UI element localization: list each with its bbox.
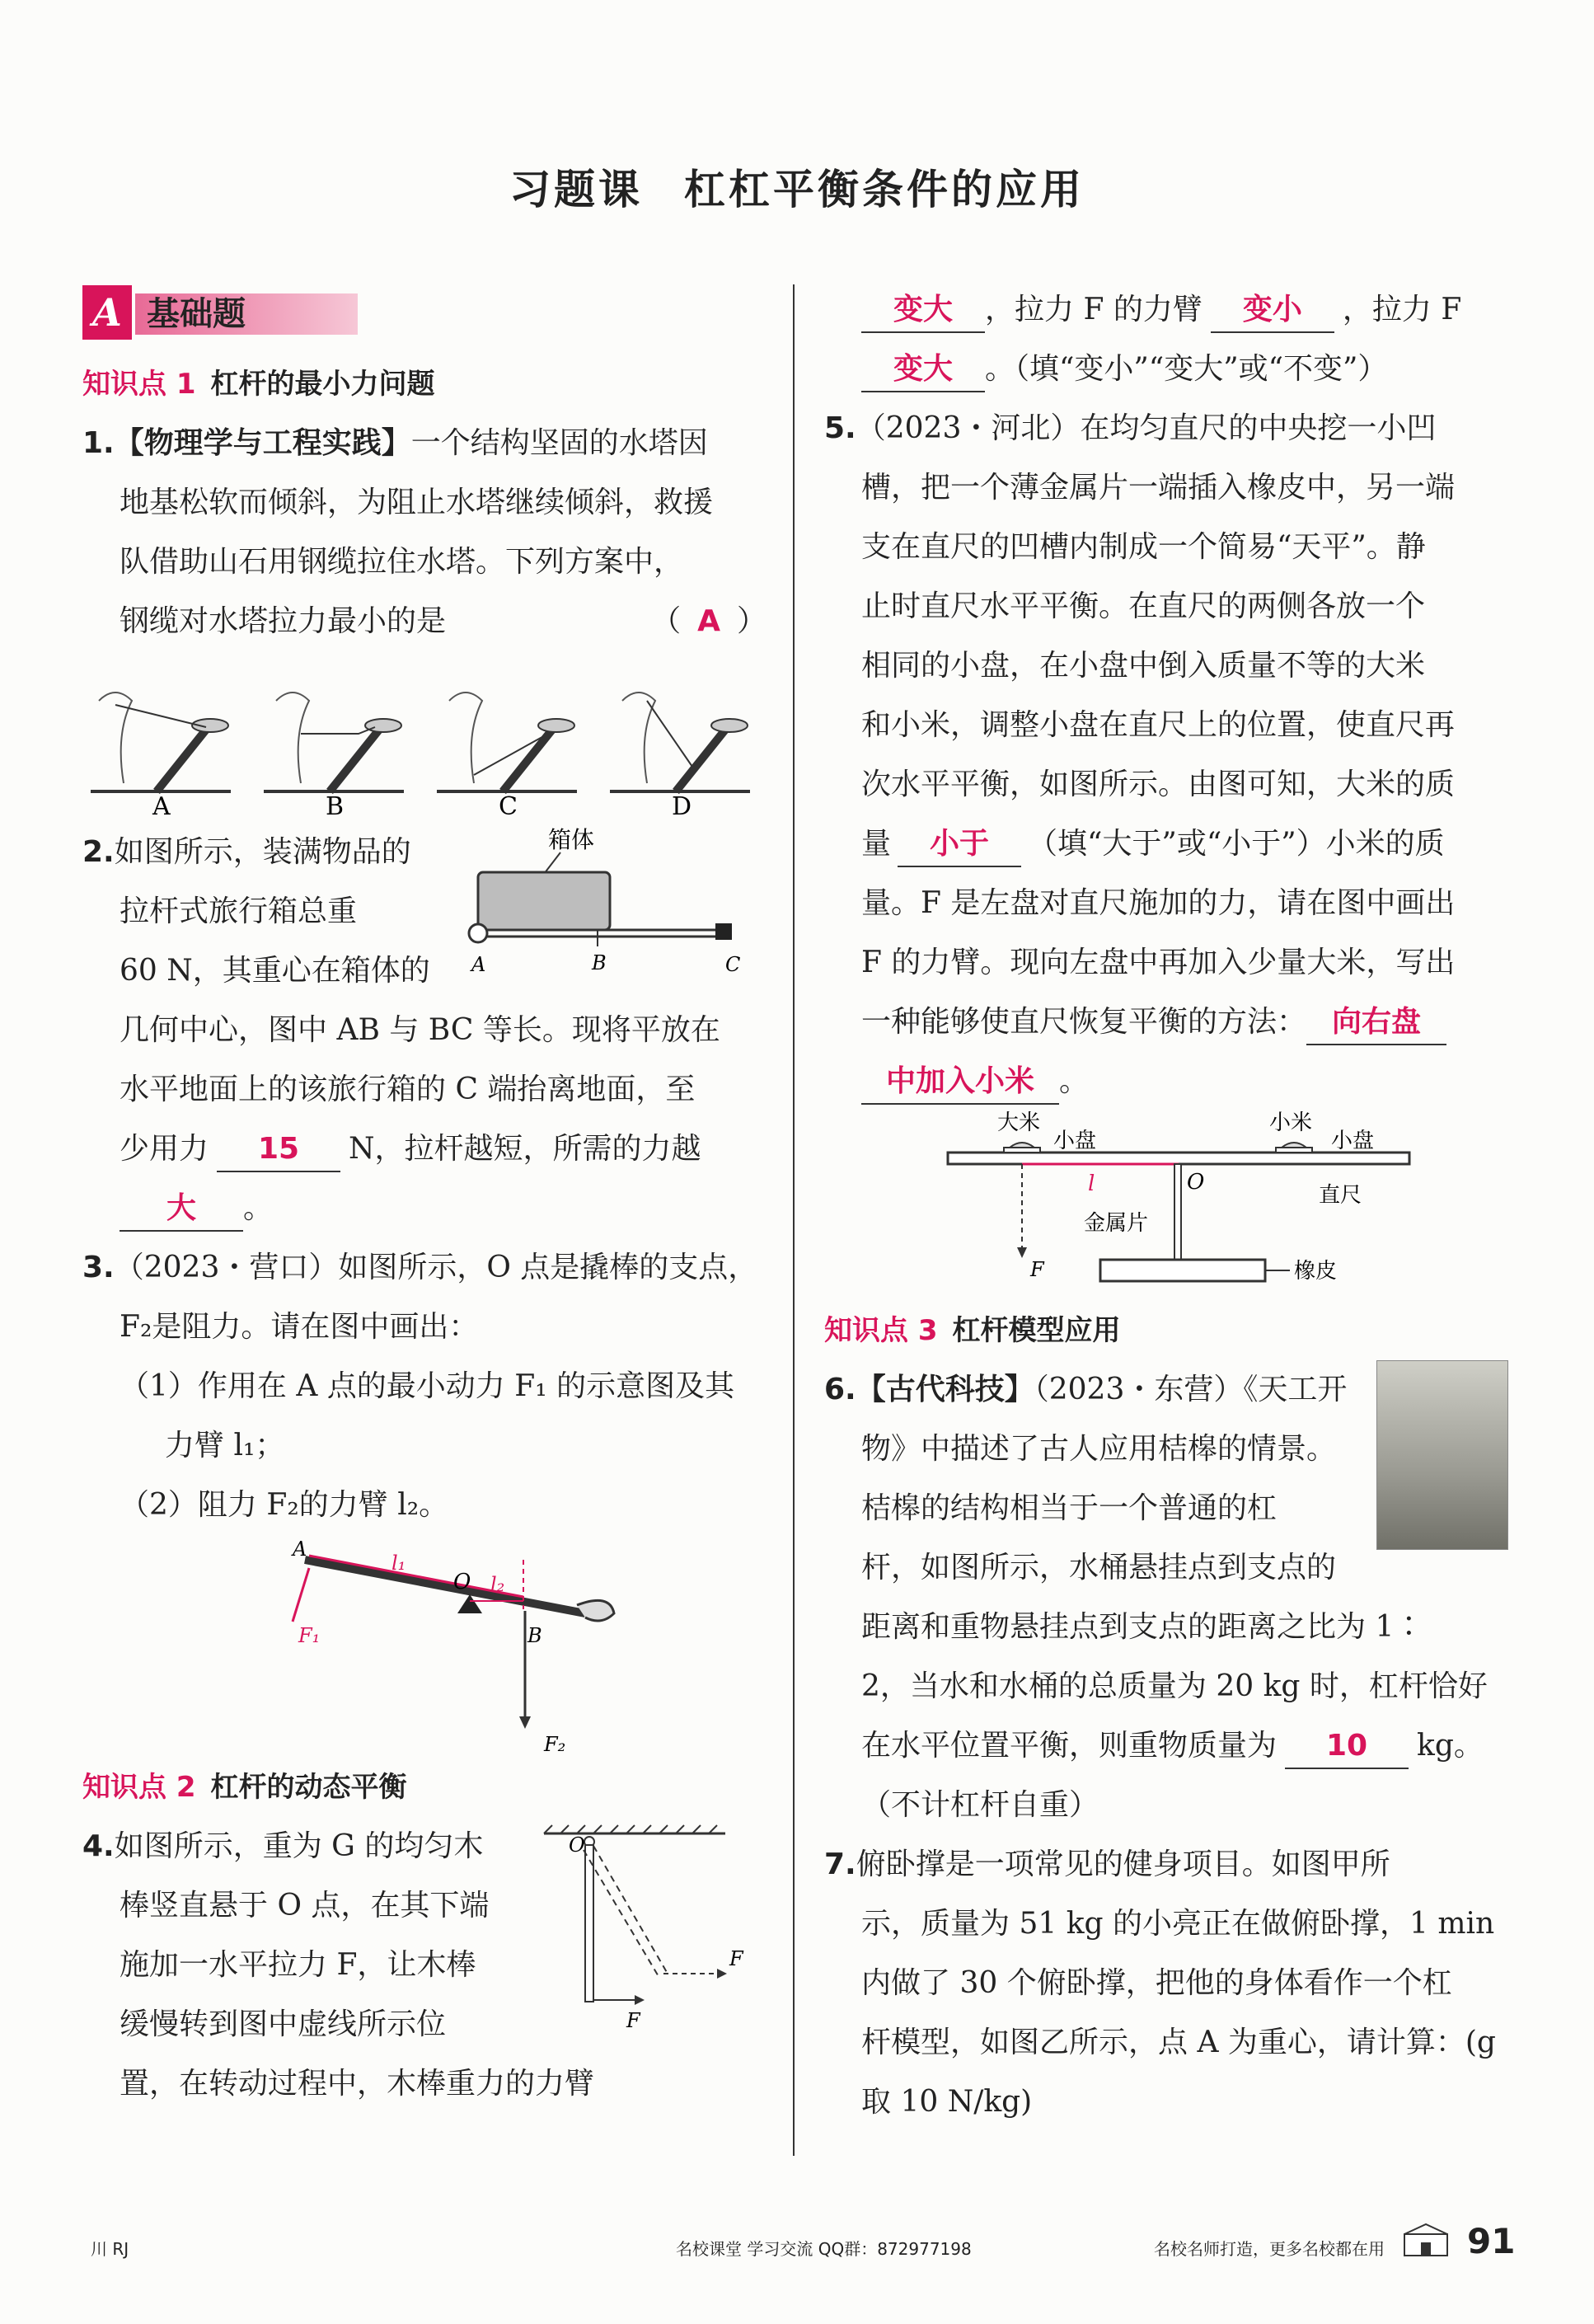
q6-line: 杆，如图所示，水桶悬挂点到支点的 [861, 1551, 1337, 1585]
q6-line: （不计杠杆自重） [861, 1788, 1099, 1822]
eraser [1100, 1260, 1265, 1281]
knowledge-point-2 [82, 1758, 767, 1817]
q5-line: （2023・河北）在均匀直尺的中央挖一小凹 [856, 411, 1437, 445]
handle-grip [715, 923, 732, 940]
column-divider [793, 284, 795, 2156]
q6-line: 桔槔的结构相当于一个普通的杠 [861, 1491, 1278, 1525]
force-f1 [293, 1568, 309, 1622]
q5-line: 。 [1059, 1064, 1090, 1098]
q5-line: 相同的小盘，在小盘中倒入质量不等的大米 [861, 649, 1426, 683]
label-o: O [1187, 1170, 1205, 1195]
wheel [469, 924, 487, 942]
knowledge-point-3 [824, 1301, 1508, 1360]
answer-blank: 变大 [861, 348, 985, 392]
answer-blank: 10 [1285, 1725, 1409, 1769]
handle-bar [478, 930, 725, 937]
q2-suitcase-figure [453, 823, 767, 988]
q6-line: 物》中描述了古人应用桔槔的情景。 [861, 1432, 1337, 1466]
question-number: 1. [82, 426, 115, 460]
q6-line: kg。 [1417, 1729, 1484, 1763]
label-c: C [725, 953, 741, 976]
q5-line: F 的力臂。现向左盘中再加入少量大米，写出 [861, 946, 1456, 979]
ruler [948, 1153, 1409, 1164]
q3-line: 力臂 l₁； [165, 1429, 285, 1462]
q1-line: 队借助山石用钢缆拉住水塔。下列方案中， [120, 545, 684, 579]
q7-line: 杆模型，如图乙所示，点 A 为重心，请计算：(g [861, 2026, 1496, 2059]
q2-line: 几何中心，图中 AB 与 BC 等长。现将平放在 [120, 1013, 720, 1047]
answer-blank: 中加入小米 [861, 1060, 1059, 1105]
crowbar-head [577, 1600, 614, 1621]
option-label-b: B [326, 792, 345, 816]
page-title [0, 157, 1594, 216]
q1-line: 钢缆对水塔拉力最小的是 [120, 604, 447, 638]
title-part2: 杠杠平衡条件的应用 [684, 165, 1085, 214]
metal-sheet [1174, 1164, 1181, 1263]
q3-crowbar-figure [82, 1535, 767, 1758]
paren: ） [736, 604, 767, 638]
q3-line: （2）阻力 F₂的力臂 l₂。 [120, 1488, 449, 1522]
question-number: 3. [82, 1251, 115, 1284]
answer-blank: 向右盘 [1306, 1001, 1446, 1045]
brand-logo-icon [1401, 2223, 1451, 2259]
kp-tag: 知识点 3 [824, 1314, 938, 1347]
q4-line: 棒竖直悬于 O 点，在其下端 [120, 1889, 490, 1923]
q5-line: 一种能够使直尺恢复平衡的方法： [861, 1005, 1307, 1039]
question-tag: 【古代科技】 [856, 1373, 1034, 1406]
question-number: 7. [824, 1847, 856, 1881]
q4-line: 。（填“变小”“变大”或“不变”） [985, 352, 1388, 386]
q4-line: 施加一水平拉力 F，让木棒 [120, 1948, 476, 1982]
q7-line: 示，质量为 51 kg 的小亮正在做俯卧撑，1 min [861, 1907, 1495, 1941]
label-plate-right: 小盘 [1331, 1129, 1375, 1153]
option-figure-c [437, 693, 577, 791]
label-box: 箱体 [548, 826, 595, 853]
q5-line: 止时直尺水平平衡。在直尺的两侧各放一个 [861, 589, 1426, 623]
rod-dashed [584, 1846, 668, 1978]
label-o: O [569, 1833, 585, 1857]
q5-line: 槽，把一个薄金属片一端插入橡皮中，另一端 [861, 471, 1456, 505]
q7-line: 取 10 N/kg) [861, 2085, 1033, 2119]
kp-name: 杠杆模型应用 [952, 1314, 1121, 1347]
banner-label: 基础题 [135, 293, 358, 335]
ancient-illustration [1376, 1360, 1508, 1550]
option-figure-a [91, 693, 231, 791]
q4-line: 缓慢转到图中虚线所示位 [120, 2007, 447, 2041]
q5-line: 量。F 是左盘对直尺施加的力，请在图中画出 [861, 886, 1456, 920]
question-2 [82, 823, 767, 1238]
question-number: 4. [82, 1829, 115, 1863]
answer-blank: 变小 [1211, 289, 1334, 333]
question-7 [824, 1835, 1508, 2132]
paren: （ [651, 604, 682, 638]
label-plate-left: 小盘 [1053, 1129, 1097, 1153]
q4-line: 如图所示，重为 G 的均匀木 [114, 1829, 484, 1863]
label-f1: F₁ [298, 1624, 321, 1647]
q5-line: 次水平平衡，如图所示。由图可知，大米的质 [861, 768, 1456, 801]
kp-name: 杠杆的最小力问题 [210, 368, 435, 401]
label-l2: l₂ [490, 1573, 505, 1596]
question-number: 5. [824, 411, 856, 445]
footer-qq: 名校课堂 学习交流 QQ群：872977198 [676, 2239, 972, 2259]
answer-blank: 15 [217, 1128, 340, 1172]
question-6 [824, 1360, 1508, 1835]
rock [99, 693, 132, 783]
answer-blank: 小于 [898, 823, 1021, 867]
right-column [824, 280, 1508, 2132]
q4-rod-figure [519, 1817, 767, 2040]
question-5 [824, 399, 1508, 1301]
title-part1: 习题课 [509, 165, 643, 214]
answer-blank: 大 [120, 1187, 243, 1232]
q1-options-figure [82, 651, 767, 816]
label-b: B [527, 1624, 542, 1647]
label-a: A [471, 953, 486, 976]
q2-line: 拉杆式旅行箱总重 [120, 894, 358, 928]
question-tag: 【物理学与工程实践】 [114, 426, 411, 460]
q1-line: 一个结构坚固的水塔因 [410, 426, 708, 460]
label-f: F [626, 2009, 640, 2032]
label-a: A [293, 1538, 307, 1561]
answer-choice: A [697, 604, 720, 638]
q2-line: 。 [243, 1191, 274, 1225]
label-l: l [1088, 1171, 1095, 1196]
rod [585, 1845, 593, 2002]
knowledge-point-1 [82, 354, 767, 414]
q7-line: 内做了 30 个俯卧撑，把他的身体看作一个杠 [861, 1966, 1452, 2000]
crowbar [305, 1560, 585, 1613]
q2-line: 少用力 [120, 1132, 209, 1166]
label-metal: 金属片 [1084, 1211, 1149, 1236]
tower [157, 730, 206, 791]
question-1 [82, 414, 767, 816]
label-ruler: 直尺 [1319, 1183, 1362, 1208]
page-footer [0, 2221, 1594, 2275]
option-figure-b [264, 693, 404, 791]
section-banner [82, 280, 363, 346]
q6-line: （2023・东营）《天工开 [1034, 1373, 1348, 1406]
kp-tag: 知识点 2 [82, 1771, 196, 1804]
label-rice: 大米 [997, 1111, 1041, 1135]
q5-balance-figure [824, 1111, 1508, 1301]
page-number: 91 [1467, 2221, 1516, 2261]
q2-line: 60 N，其重心在箱体的 [120, 954, 430, 988]
question-number: 2. [82, 835, 115, 869]
question-4-continued [824, 280, 1508, 399]
kp-tag: 知识点 1 [82, 368, 196, 401]
q4-line: ，拉力 F [1342, 293, 1462, 326]
left-column [82, 280, 767, 2114]
suitcase-body [478, 872, 610, 930]
option-label-c: C [499, 792, 518, 816]
q7-line: 俯卧撑是一项常见的健身项目。如图甲所 [856, 1847, 1390, 1881]
cable [115, 705, 206, 727]
q1-line: 地基松软而倾斜，为阻止水塔继续倾斜，救援 [120, 486, 714, 519]
q3-line: F₂是阻力。请在图中画出： [120, 1310, 479, 1344]
banner-letter: A [82, 285, 132, 340]
q2-line: 如图所示，装满物品的 [114, 835, 411, 869]
answer-blank: 变大 [861, 289, 985, 333]
label-f-dashed: F [729, 1947, 743, 1970]
question-number: 6. [824, 1373, 856, 1406]
option-label-a: A [152, 792, 171, 816]
kp-name: 杠杆的动态平衡 [210, 1771, 407, 1804]
question-3 [82, 1238, 767, 1758]
option-label-d: D [672, 792, 692, 816]
label-f2: F₂ [544, 1733, 566, 1756]
q4-line: ，拉力 F 的力臂 [985, 293, 1203, 326]
q2-line: N，拉杆越短，所需的力越 [349, 1132, 701, 1166]
label-f: F [1030, 1258, 1044, 1281]
q3-line: （2023・营口）如图所示，O 点是撬棒的支点， [114, 1251, 758, 1284]
q6-line: 2，当水和水桶的总质量为 20 kg 时，杠杆恰好 [861, 1669, 1488, 1703]
label-millet: 小米 [1269, 1111, 1313, 1135]
q5-line: 和小米，调整小盘在直尺上的位置，使直尺再 [861, 708, 1456, 742]
q2-line: 水平地面上的该旅行箱的 C 端抬离地面，至 [120, 1073, 696, 1106]
q6-line: 距离和重物悬挂点到支点的距离之比为 1∶ [861, 1610, 1424, 1644]
footer-slogan: 名校名师打造，更多名校都在用 [1154, 2239, 1385, 2259]
footer-edition: 川 RJ [91, 2239, 129, 2259]
label-l1: l₁ [391, 1552, 406, 1575]
q5-line: 支在直尺的凹槽内制成一个简易“天平”。静 [861, 530, 1426, 564]
question-4 [82, 1817, 767, 2114]
q5-line: （填“大于”或“小于”）小米的质 [1028, 827, 1445, 861]
label-b: B [592, 951, 607, 974]
q4-line: 置，在转动过程中，木棒重力的力臂 [120, 2067, 595, 2101]
label-o: O [453, 1570, 471, 1594]
label-eraser: 橡皮 [1294, 1259, 1338, 1284]
fulcrum [457, 1594, 482, 1613]
q5-line: 量 [861, 827, 892, 861]
leader-line [544, 852, 560, 874]
option-figure-d [610, 693, 750, 791]
q3-line: （1）作用在 A 点的最小动力 F₁ 的示意图及其 [120, 1369, 735, 1403]
q6-line: 在水平位置平衡，则重物质量为 [861, 1729, 1278, 1763]
